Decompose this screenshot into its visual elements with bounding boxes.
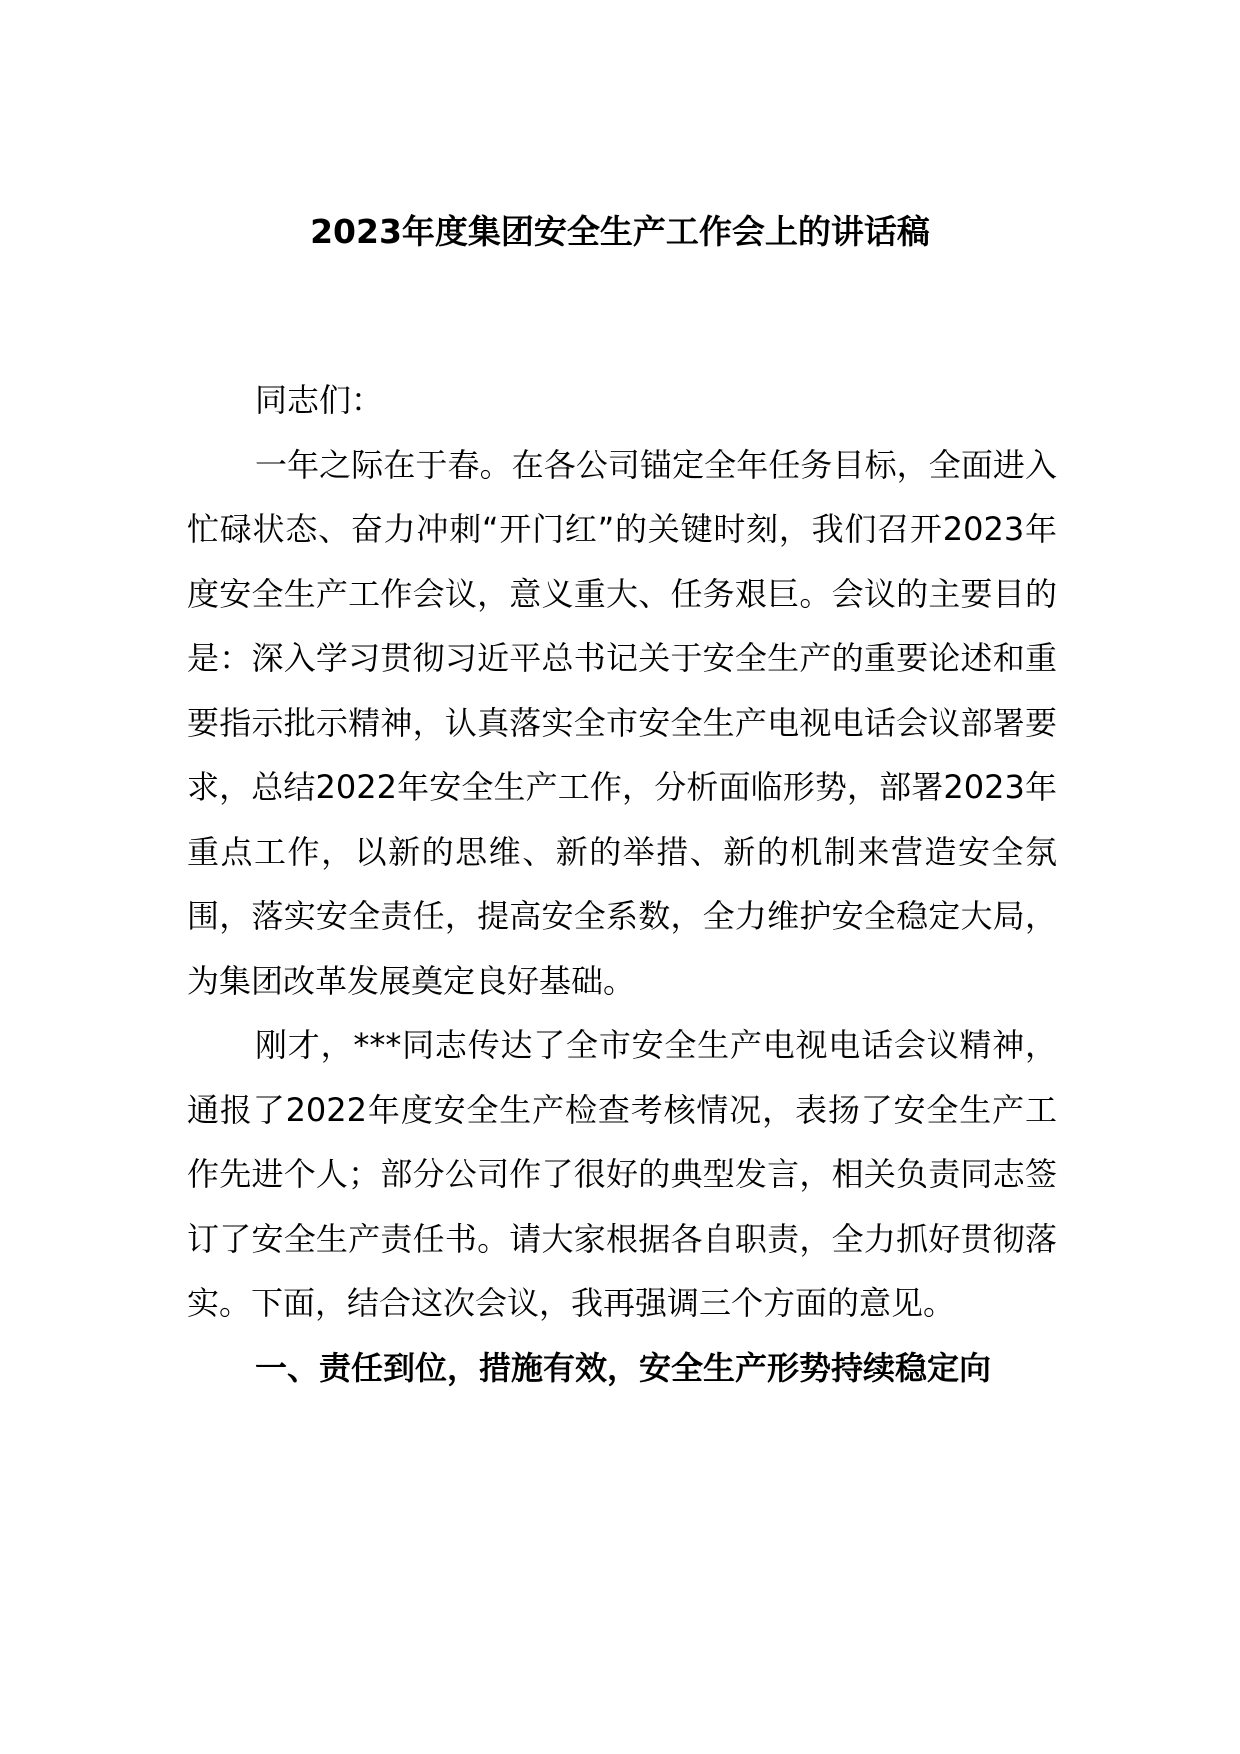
document-title: 2023年度集团安全生产工作会上的讲话稿	[310, 212, 930, 251]
paragraph-intro: 一年之际在于春。在各公司锚定全年任务目标，全面进入忙碌状态、奋力冲刺“开门红”的关键时刻，我们召开2023年度安全生产工作会议，意义重大、任务艰巨。会议的主要目的是：深入学习贯彻习近平总书记关于安全生产的重要论述和重要指示批示精神，认真落实全市安全生产电视电话会议部署要求，总结2022年安全生产工作，分析面临形势，部署2023年重点工作，以新的思维、新的举措、新的机制来营造安全氛围，落实安全责任，提高安全系数，全力维护安全稳定大局，为集团改革发展奠定良好基础。	[187, 445, 1057, 1000]
section-heading-one: 一、责任到位，措施有效，安全生产形势持续稳定向	[255, 1348, 992, 1387]
document-body	[187, 368, 1057, 1400]
paragraph-review: 刚才，***同志传达了全市安全生产电视电话会议精神，通报了2022年度安全生产检查考核情况，表扬了安全生产工作先进个人；部分公司作了很好的典型发言，相关负责同志签订了安全生产责任书。请大家根据各自职责，全力抓好贯彻落实。下面，结合这次会议，我再强调三个方面的意见。	[187, 1026, 1057, 1322]
salutation: 同志们：	[255, 381, 384, 419]
